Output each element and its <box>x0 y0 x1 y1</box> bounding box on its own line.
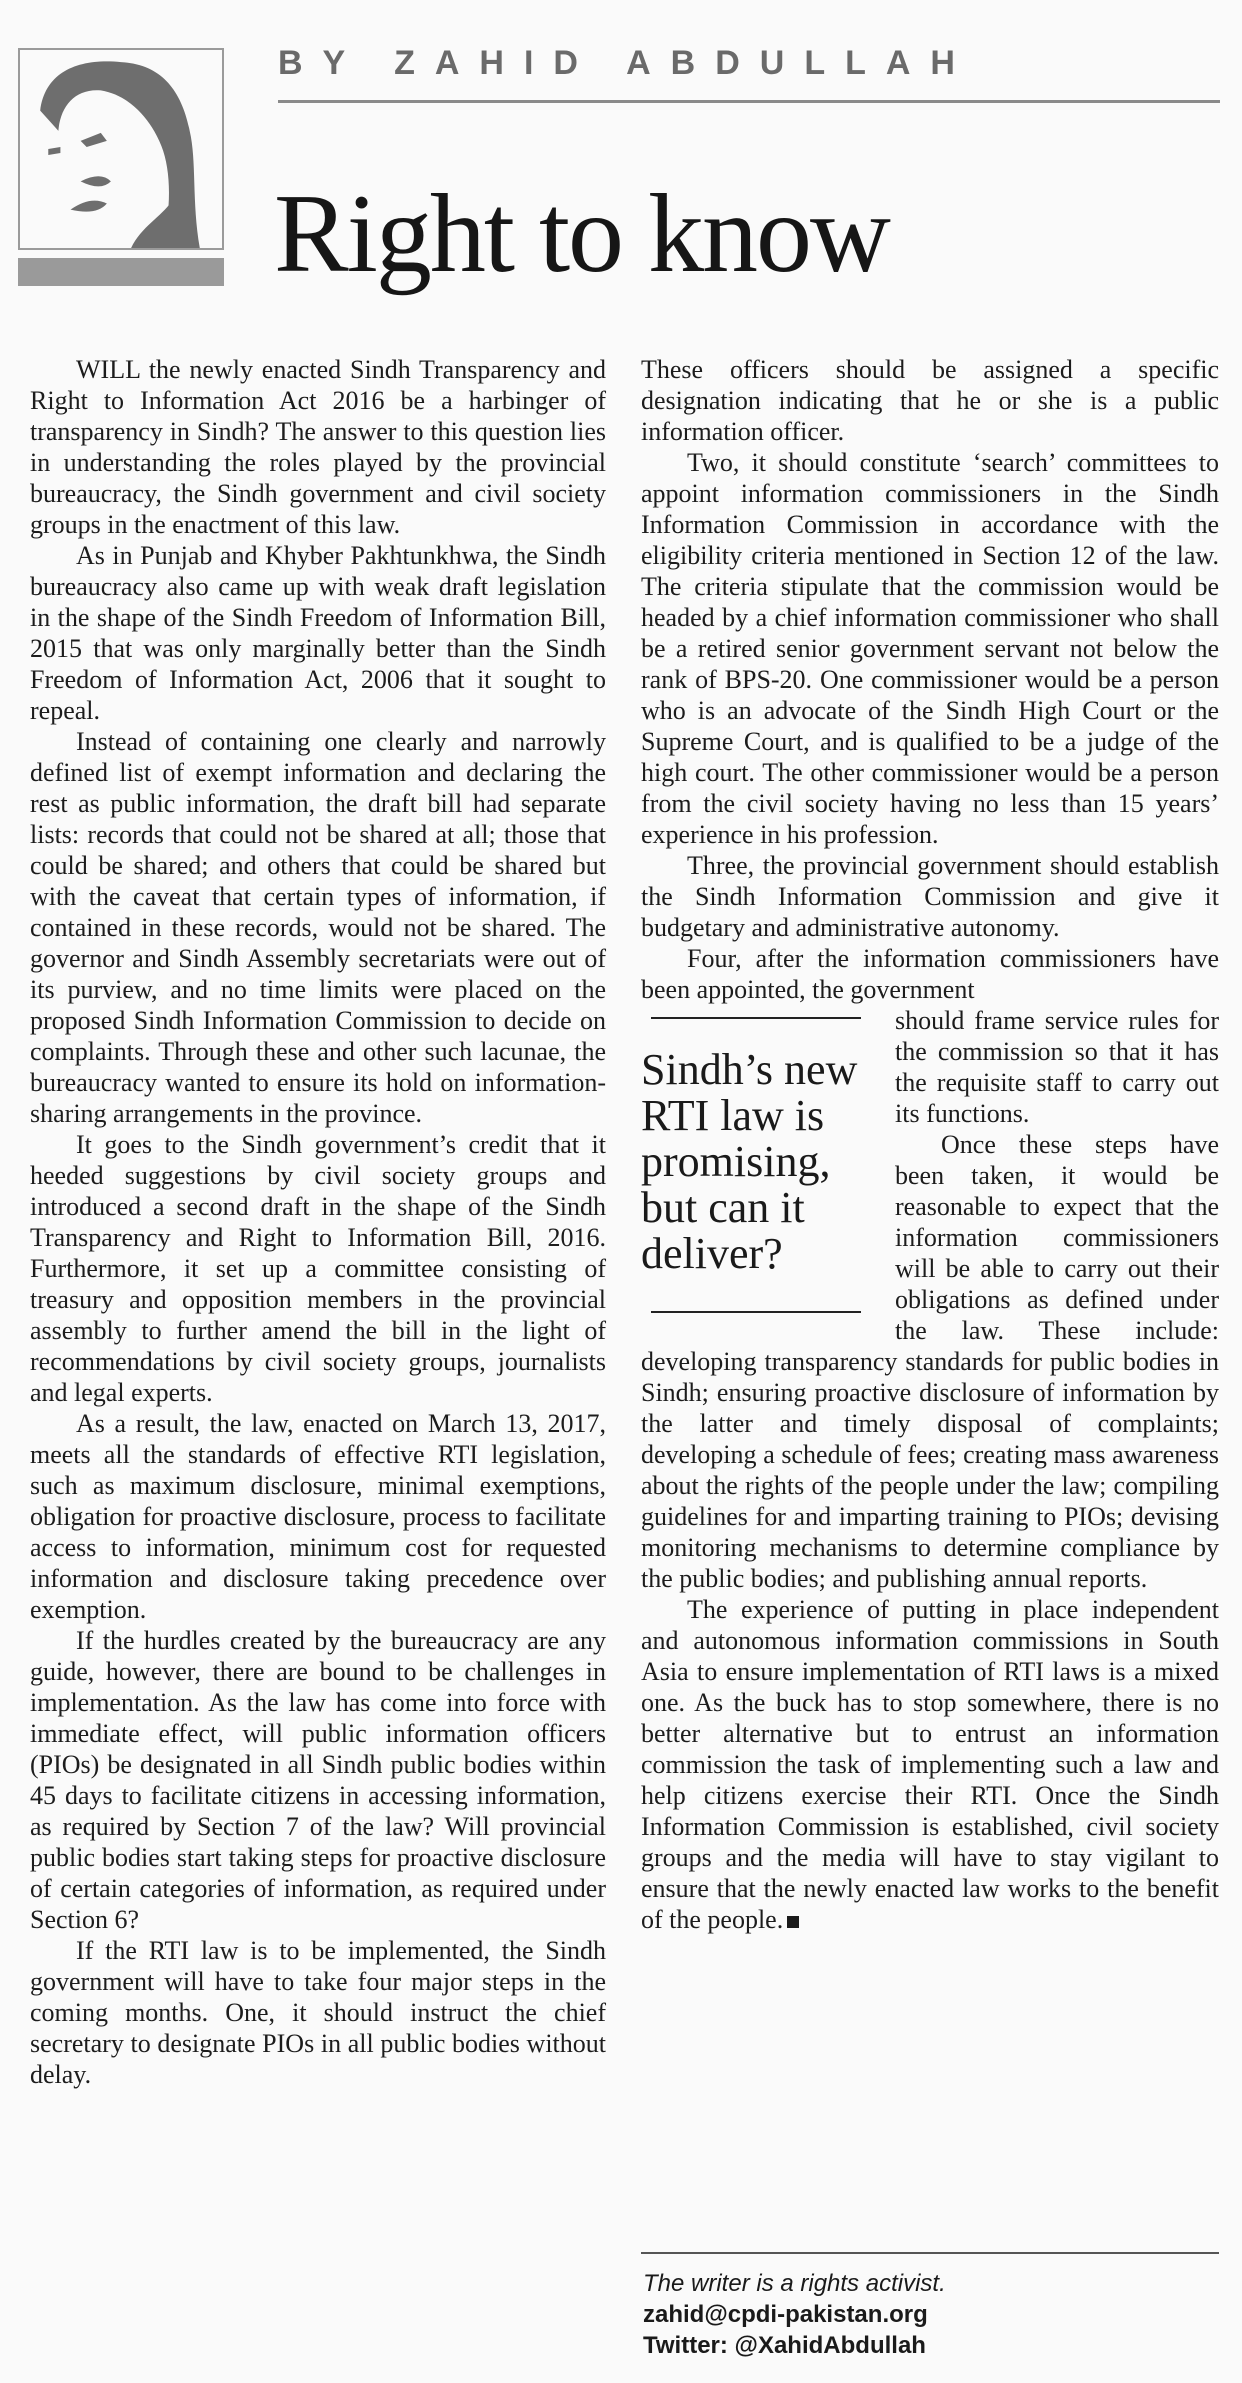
footer-divider <box>641 2252 1219 2254</box>
paragraph: Three, the provincial government should establish the Sindh Information Commission and give it budgetary and administrative autonomy. <box>641 851 1219 942</box>
final-paragraph-text: The experience of putting in place independent and autonomous information commissions in South Asia to ensure implementation of RTI laws is a mixed one. As the buck has to stop somewhere, there is no better alternative but to entrust an information commission the task of implementing such a law and help citizens exercise their RTI. Once the Sindh Information Commission is established, civil society groups and the media will have to stay vigilant to ensure that the newly enacted law works to the benefit of the people. <box>641 1595 1219 1934</box>
paragraph-wrapped: should frame service rules for the commission so that it has the requisite staff to carry out its functions. <box>895 1006 1219 1128</box>
paragraph: Two, it should constitute ‘search’ committees to appoint information commissioners in the Sindh Information Commission in accordance with the eligibility criteria mentioned in Section 12 of the law. The criteria stipulate that the commission would be headed by a chief information commissioner who shall be a retired senior government servant not below the rank of BPS-20. One commissioner would be a person who is an advocate of the Sindh High Court or the Supreme Court, and is qualified to be a judge of the high court. The other commissioner would be a person from the civil society having no less than 15 years’ experience in his profession. <box>641 448 1219 849</box>
paragraph: Four, after the information commissioners have been appointed, the government <box>641 944 1219 1004</box>
pull-quote-bottom-rule <box>651 1311 861 1313</box>
byline-divider <box>278 100 1220 103</box>
portrait-accent-bar <box>18 258 224 286</box>
right-column <box>641 354 1219 1935</box>
author-bio: The writer is a rights activist. <box>643 2270 946 2297</box>
paragraph-final <box>641 1594 1219 1935</box>
author-footer <box>643 2268 946 2361</box>
paragraph: It goes to the Sindh government’s credit that it heeded suggestions by civil society groups and introduced a second draft in the shape of the Sindh Transparency and Right to Information Bill, 2016. Furthermore, it set up a committee consisting of treasury and opposition members in the provincial assembly to further amend the bill in the light of recommendations by civil society groups, journalists and legal experts. <box>30 1130 606 1407</box>
paragraph: Instead of containing one clearly and narrowly defined list of exempt information and declaring the rest as public information, the draft bill had separate lists: records that could not be shared at all; those that could be shared; and others that could be shared but with the caveat that certain types of information, if contained in these records, would not be shared. The governor and Sindh Assembly secretariats were out of its purview, and no time limits were placed on the proposed Sindh Information Commission to decide on complaints. Through these and other such lacunae, the bureaucracy wanted to ensure its hold on information-sharing arrangements in the province. <box>30 727 606 1128</box>
author-portrait-illustration <box>20 50 222 248</box>
headline: Right to know <box>274 172 889 296</box>
paragraph: Once these steps have been taken, it would be reasonable to expect that the information commissioners will be able to carry out their obligations as defined under the law. These include: developing transparency standards for public bodies in Sindh; ensuring proactive disclosure of information by the latter and timely disposal of complaints; developing a schedule of fees; creating mass awareness about the rights of the people under the law; compiling guidelines for and imparting training to PIOs; devising monitoring mechanisms to determine compliance by the public bodies; and publishing annual reports. <box>641 1130 1219 1593</box>
author-twitter[interactable]: Twitter: @XahidAbdullah <box>643 2332 926 2359</box>
paragraph: If the RTI law is to be implemented, the Sindh government will have to take four major steps in the coming months. One, it should instruct the chief secretary to designate PIOs in all public bodies without delay. <box>30 1936 606 2089</box>
pull-quote-text: Sindh’s new RTI law is promising, but can it deliver? <box>641 1045 858 1278</box>
paragraph: WILL the newly enacted Sindh Transparency and Right to Information Act 2016 be a harbinger of transparency in Sindh? The answer to this question lies in understanding the roles played by the provincial bureaucracy, the Sindh government and civil society groups in the enactment of this law. <box>30 355 606 539</box>
left-column <box>30 354 606 2090</box>
pull-quote <box>641 1009 873 1313</box>
paragraph: As a result, the law, enacted on March 13, 2017, meets all the standards of effective RTI legislation, such as maximum disclosure, minimal exemptions, obligation for proactive disclosure, process to facilitate access to information, minimum cost for requested information and disclosure taking precedence over exemption. <box>30 1409 606 1624</box>
paragraph: If the hurdles created by the bureaucracy are any guide, however, there are bound to be challenges in implementation. As the law has come into force with immediate effect, will public information officers (PIOs) be designated in all Sindh public bodies within 45 days to facilitate citizens in accessing information, as required by Section 7 of the law? Will provincial public bodies start taking steps for proactive disclosure of certain categories of information, as required under Section 6? <box>30 1626 606 1934</box>
paragraph: As in Punjab and Khyber Pakhtunkhwa, the Sindh bureaucracy also came up with weak draft legislation in the shape of the Sindh Freedom of Information Bill, 2015 that was only marginally better than the Sindh Freedom of Information Act, 2006 that it sought to repeal. <box>30 541 606 725</box>
author-portrait <box>18 48 224 250</box>
author-email[interactable]: zahid@cpdi-pakistan.org <box>643 2301 928 2328</box>
end-mark-icon <box>787 1916 799 1928</box>
byline: BY ZAHID ABDULLAH <box>278 44 975 82</box>
paragraph-continuation: These officers should be assigned a specific designation indicating that he or she is a public information officer. <box>641 355 1219 446</box>
